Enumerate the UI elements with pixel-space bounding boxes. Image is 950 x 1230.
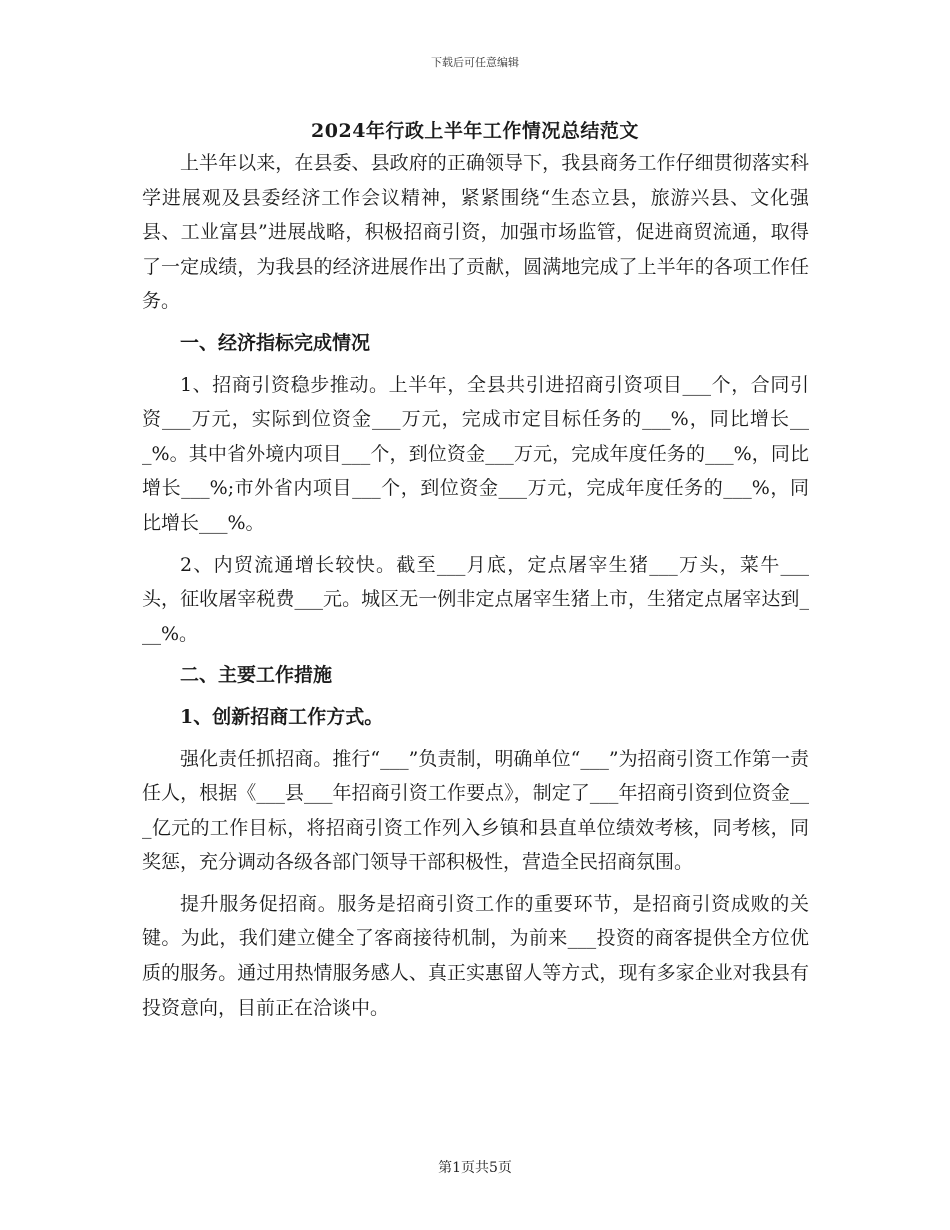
page-number: 第1页共5页: [438, 1160, 512, 1176]
section-heading-economic-indicators: 一、经济指标完成情况: [180, 331, 371, 354]
paragraph-domestic-trade: 2、内贸流通增长较快。截至___月底，定点屠宰生猪___万头，菜牛___头，征收屠宰税费___元。城区无一例非定点屠宰生猪上市，生猪定点屠宰达到___%。: [142, 553, 809, 645]
paragraph-responsibility: 强化责任抓招商。推行“___”负责制，明确单位“___”为招商引资工作第一责任人，根据《___县___年招商引资工作要点》，制定了___年招商引资到位资金___亿元的工作目标，将招商引资工作列入乡镇和县直单位绩效考核，同考核，同奖惩，充分调动各级各部门领导干部积极性，营造全民招商氛围。: [142, 747, 809, 874]
intro-paragraph: 上半年以来，在县委、县政府的正确领导下，我县商务工作仔细贯彻落实科学进展观及县委经济工作会议精神，紧紧围绕“生态立县，旅游兴县、文化强县、工业富县”进展战略，积极招商引资，加强市场监管，促进商贸流通，取得了一定成绩，为我县的经济进展作出了贡献，圆满地完成了上半年的各项工作任务。: [142, 152, 809, 313]
paragraph-investment: 1、招商引资稳步推动。上半年，全县共引进招商引资项目___个，合同引资___万元，实际到位资金___万元，完成市定目标任务的___%，同比增长___%。其中省外境内项目___个，到位资金___万元，完成年度任务的___%，同比增长___%;市外省内项目___个，到位资金___万元，完成年度任务的___%，同比增长___%。: [142, 373, 809, 534]
header-note: 下载后可任意编辑: [431, 56, 519, 69]
section-heading-main-measures: 二、主要工作措施: [180, 664, 333, 687]
document-body: [142, 146, 809, 1025]
document-title: 2024年行政上半年工作情况总结范文: [311, 120, 639, 142]
paragraph-service: 提升服务促招商。服务是招商引资工作的重要环节，是招商引资成败的关键。为此，我们建立健全了客商接待机制，为前来___投资的商客提供全方位优质的服务。通过用热情服务感人、真正实惠留人等方式，现有多家企业对我县有投资意向，目前正在洽谈中。: [142, 892, 809, 1019]
subheading-innovate-investment: 1、创新招商工作方式。: [180, 705, 384, 728]
